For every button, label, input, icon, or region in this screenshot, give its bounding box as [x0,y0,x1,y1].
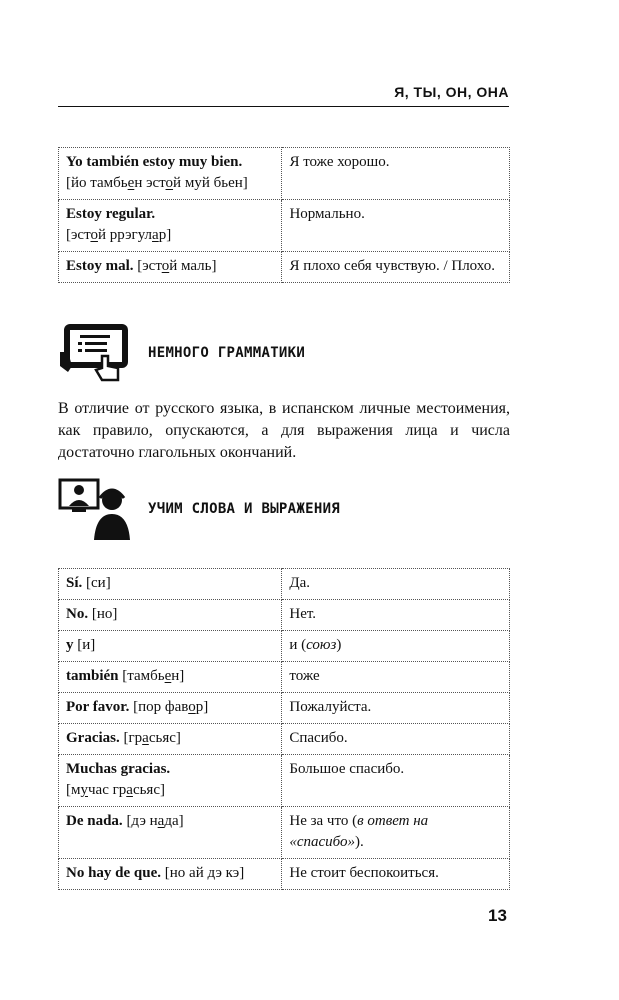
table-row [59,200,510,252]
table-row [59,631,510,662]
table-row [59,755,510,807]
grammar-section-title: НЕМНОГО ГРАММАТИКИ [148,345,306,361]
russian-translation: Не за что (в ответ на «спасибо»). [282,807,510,859]
transcription: [эстой маль] [137,258,217,274]
table-row [59,693,510,724]
transcription: [но ай дэ кэ] [164,865,245,881]
tablet-touch-icon [58,322,134,384]
table-row [59,148,510,200]
transcription: [си] [86,575,111,591]
transcription: [тамбьен] [122,668,185,684]
table-row [59,662,510,693]
running-header [58,84,509,107]
spanish-cell [59,693,282,724]
russian-translation: Да. [282,569,510,600]
spanish-cell [59,200,282,252]
russian-translation: Нет. [282,600,510,631]
transcription: [мучас грасьяс] [66,782,165,798]
words-section-title: УЧИМ СЛОВА И ВЫРАЖЕНИЯ [148,501,341,517]
transcription: [эстой ррэгулар] [66,227,172,243]
spanish-phrase: también [66,668,119,684]
spanish-phrase: Por favor. [66,699,130,715]
spanish-phrase: Muchas gracias. [66,761,171,777]
grammar-section-header [58,322,305,384]
transcription: [но] [91,606,118,622]
russian-translation: Большое спасибо. [282,755,510,807]
words-section-header [58,478,340,540]
table-row [59,600,510,631]
table-row [59,859,510,890]
russian-translation: Спасибо. [282,724,510,755]
spanish-cell [59,662,282,693]
spanish-phrase: Sí. [66,575,83,591]
spanish-phrase: Gracias. [66,730,120,746]
spanish-phrase: No. [66,606,89,622]
transcription: [и] [77,637,96,653]
spanish-phrase: Estoy mal. [66,258,134,274]
russian-translation: Я тоже хорошо. [282,148,510,200]
spanish-cell [59,569,282,600]
spanish-phrase: Yo también estoy muy bien. [66,154,243,170]
russian-translation: Не стоит беспокоиться. [282,859,510,890]
vocabulary-table [58,568,510,890]
video-call-people-icon [58,478,134,540]
russian-translation: Нормально. [282,200,510,252]
spanish-cell [59,631,282,662]
spanish-cell [59,252,282,283]
table-row [59,569,510,600]
table-row [59,807,510,859]
page-number: 13 [488,906,507,925]
spanish-cell [59,859,282,890]
transcription: [йо тамбьен эстой муй бьен] [66,175,248,191]
table-row [59,252,510,283]
transcription: [грасьяс] [123,730,181,746]
russian-translation: тоже [282,662,510,693]
spanish-phrase: De nada. [66,813,123,829]
table-row [59,724,510,755]
spanish-cell [59,600,282,631]
russian-translation: Я плохо себя чувствую. / Плохо. [282,252,510,283]
spanish-cell [59,148,282,200]
spanish-phrase: No hay de que. [66,865,162,881]
spanish-cell [59,755,282,807]
transcription: [дэ нада] [126,813,184,829]
spanish-phrase: y [66,637,74,653]
russian-translation: и (союз) [282,631,510,662]
spanish-phrase: Estoy regular. [66,206,156,222]
grammar-paragraph: В отличие от русского языка, в испанском личные местоимения, как правило, опускаются, а для выражения лица и числа достаточно глагольных окончаний. [58,400,510,461]
spanish-cell [59,724,282,755]
russian-translation: Пожалуйста. [282,693,510,724]
running-title: Я, ТЫ, ОН, ОНА [394,84,509,100]
spanish-cell [59,807,282,859]
transcription: [пор фавор] [133,699,209,715]
phrases-table [58,147,510,283]
